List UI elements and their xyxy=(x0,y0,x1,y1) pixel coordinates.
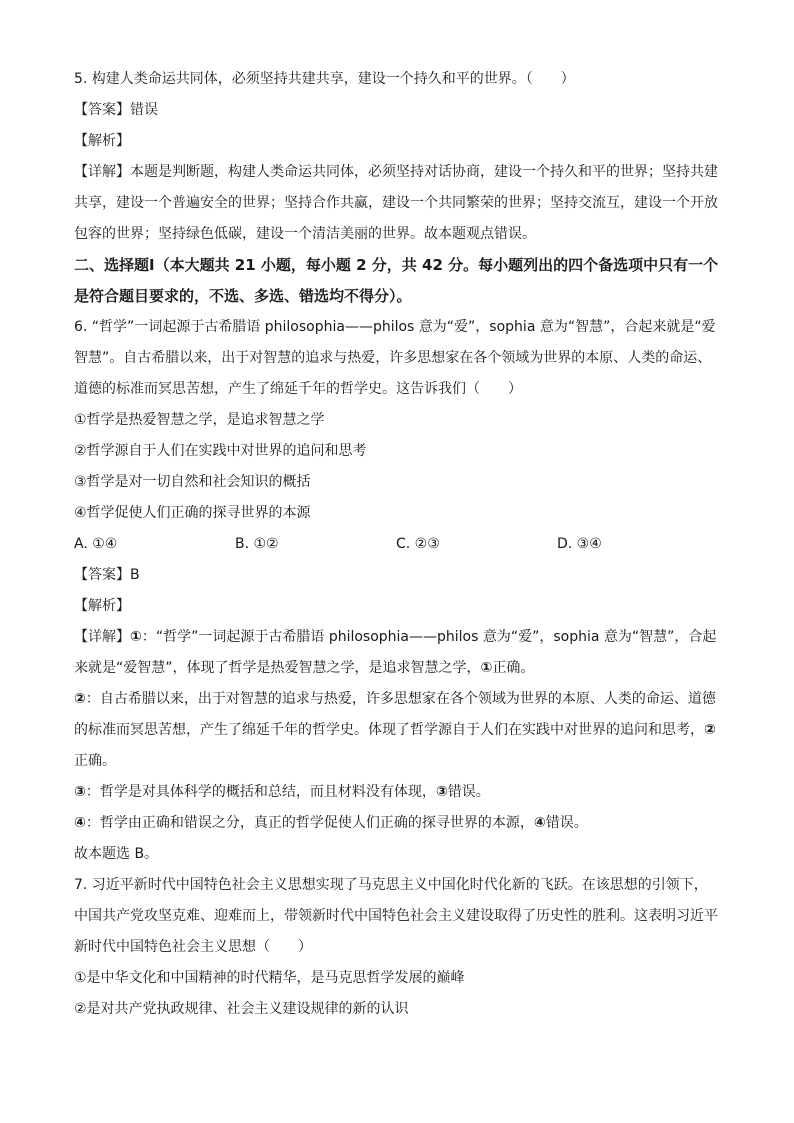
detail-tag: 【详解】 xyxy=(74,164,130,180)
q6-analysis-tag: 【解析】 xyxy=(74,598,130,614)
detail-text: ：哲学由正确和错误之分，真正的哲学促使人们正确的探寻世界的本源， xyxy=(85,815,534,831)
answer-value: B xyxy=(130,567,140,583)
q7-item-2: ②是对共产党执政规律、社会主义建设规律的新的认识 xyxy=(74,1001,409,1017)
detail-verdict: 正确。 xyxy=(74,753,116,769)
answer-tag: 【答案】 xyxy=(74,567,130,583)
answer-tag: 【答案】 xyxy=(74,102,130,118)
detail-verdict: 错误。 xyxy=(545,815,588,831)
detail-verdict: 正确。 xyxy=(492,660,535,676)
q6-detail-3 xyxy=(74,777,720,808)
option-c: C. ②③ xyxy=(396,536,440,552)
q6-item-2: ②哲学源自于人们在实践中对世界的追问和思考 xyxy=(74,443,367,459)
q7-item-1: ①是中华文化和中国精神的时代精华，是马克思哲学发展的巅峰 xyxy=(74,970,465,986)
q5-analysis-tag: 【解析】 xyxy=(74,133,130,149)
q6-item-1: ①哲学是热爱智慧之学，是追求智慧之学 xyxy=(74,412,325,428)
q6-detail-4 xyxy=(74,808,720,839)
q6-options xyxy=(74,529,720,560)
q6-detail-1 xyxy=(74,622,720,684)
q6-stem: 6. “哲学”一词起源于古希腊语 philosophia——philos 意为“爱”，sophia 意为“智慧”，合起来就是“爱智慧”。自古希腊以来，出于对智慧的追求与热爱，许多思想家在各个领域为世界的本原、人类的命运、道德的标准而冥思苦想，产生了绵延千年的哲学史。这告诉我们（ ） xyxy=(74,319,716,397)
option-a: A. ①④ xyxy=(74,536,118,552)
item-mark: ③ xyxy=(435,784,448,800)
section-2-title: 二、选择题Ⅰ（本大题共 21 小题，每小题 2 分，共 42 分。每小题列出的四个备选项中只有一个是符合题目要求的，不选、多选、错选均不得分）。 xyxy=(74,256,719,305)
detail-text: ：自古希腊以来，出于对智慧的追求与热爱，许多思想家在各个领域为世界的本原、人类的命运、道德的标准而冥思苦想，产生了绵延千年的哲学史。体现了哲学源自于人们在实践中对世界的追问和思考， xyxy=(74,691,716,738)
item-number: ③ xyxy=(74,784,86,800)
item-mark: ② xyxy=(704,722,716,738)
q6-item-3: ③哲学是对一切自然和社会知识的概括 xyxy=(74,474,311,490)
detail-text: 本题是判断题，构建人类命运共同体，必须坚持对话协商，建设一个持久和平的世界；坚持共建共享，建设一个普遍安全的世界；坚持合作共赢，建设一个共同繁荣的世界；坚持交流互，建设一个开放包容的世界；坚持绿色低碳，建设一个清洁美丽的世界。故本题观点错误。 xyxy=(74,164,718,242)
q5-answer xyxy=(74,95,720,126)
item-number: ① xyxy=(130,629,142,645)
answer-value: 错误 xyxy=(130,102,158,118)
option-b: B. ①② xyxy=(235,536,279,552)
item-mark: ④ xyxy=(533,815,546,831)
item-number: ② xyxy=(74,691,86,707)
detail-text: ：哲学是对具体科学的概括和总结，而且材料没有体现， xyxy=(85,784,436,800)
detail-tag: 【详解】 xyxy=(74,629,130,645)
q6-detail-2 xyxy=(74,684,720,777)
option-d: D. ③④ xyxy=(557,536,602,552)
q5-stem: 5. 构建人类命运共同体，必须坚持共建共享，建设一个持久和平的世界。（ ） xyxy=(74,71,575,87)
detail-text: ：“哲学”一词起源于古希腊语 philosophia——philos 意为“爱”，sophia 意为“智慧”，合起来就是“爱智慧”，体现了哲学是热爱智慧之学，是追求智慧之学， xyxy=(74,629,717,676)
q7-stem: 7. 习近平新时代中国特色社会主义思想实现了马克思主义中国化时代化新的飞跃。在该思想的引领下，中国共产党攻坚克难、迎难而上，带领新时代中国特色社会主义建设取得了历史性的胜利。这表明习近平新时代中国特色社会主义思想（ ） xyxy=(74,877,718,955)
q6-item-4: ④哲学促使人们正确的探寻世界的本源 xyxy=(74,505,311,521)
detail-verdict: 错误。 xyxy=(447,784,490,800)
q6-answer xyxy=(74,560,720,591)
item-number: ④ xyxy=(74,815,86,831)
item-mark: ① xyxy=(480,660,493,676)
q6-conclusion: 故本题选 B。 xyxy=(74,846,159,862)
q5-detail xyxy=(74,157,720,250)
